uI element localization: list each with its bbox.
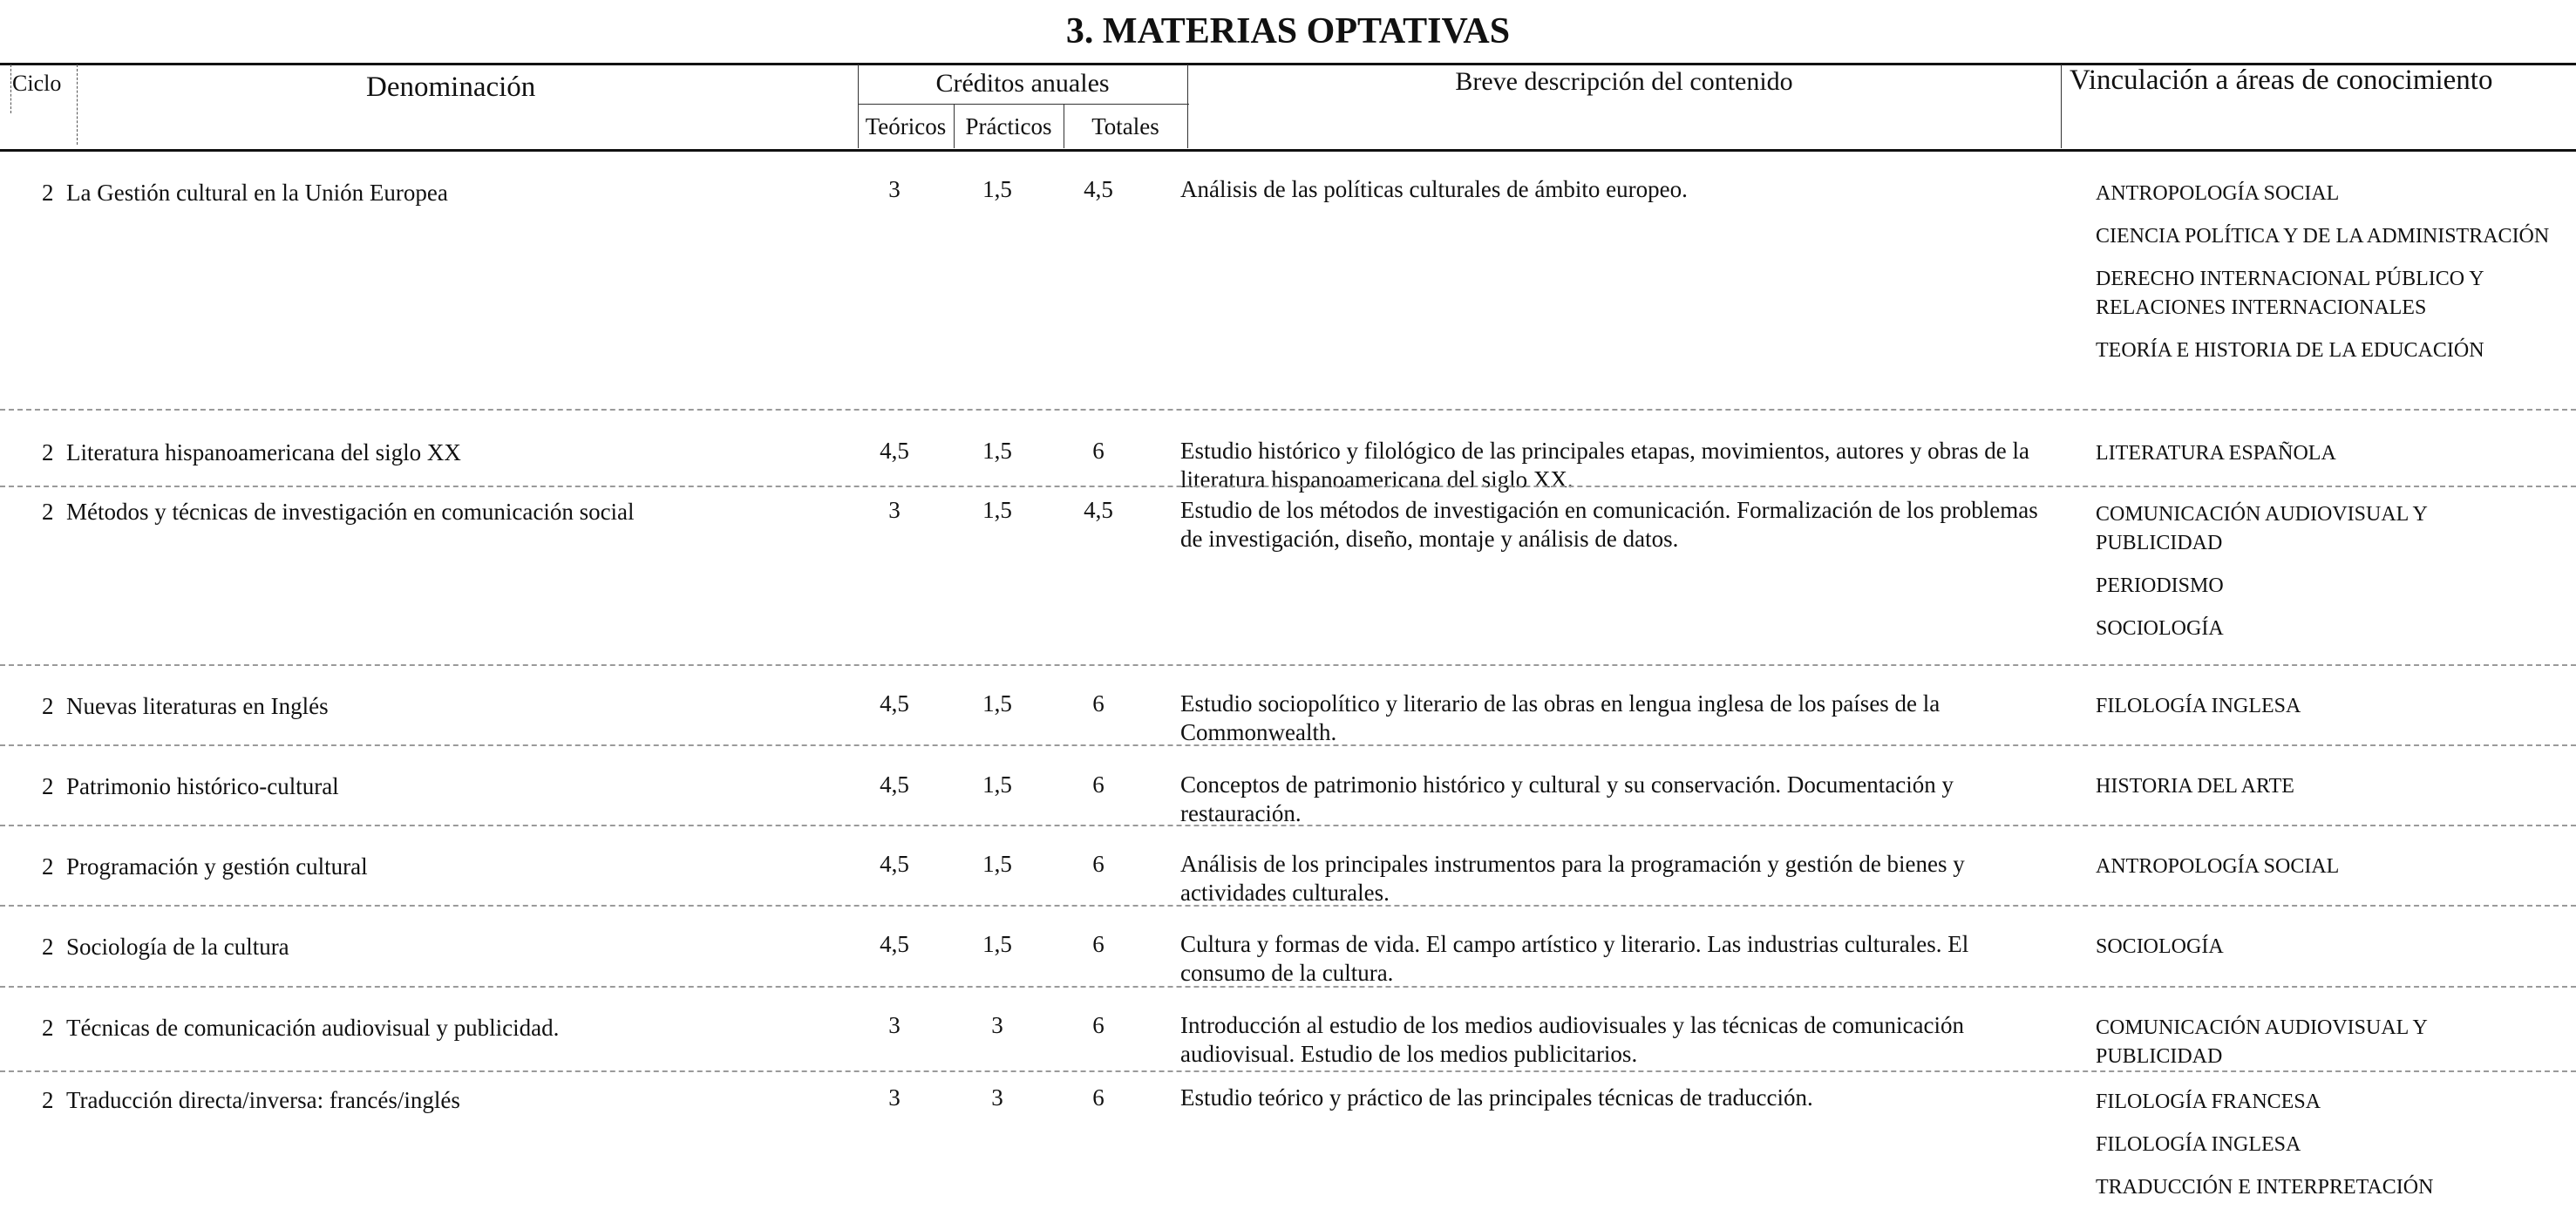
cell-descripcion: Introducción al estudio de los medios audiovisuales y las técnicas de comunicación audiovisual. Estudio de los medios publicitarios. bbox=[1180, 1012, 1965, 1067]
cell-totales: 4,5 bbox=[1084, 497, 1113, 523]
cell-practicos: 1,5 bbox=[982, 931, 1012, 957]
cell-practicos: 1,5 bbox=[982, 771, 1012, 798]
header-descripcion: Breve descripción del contenido bbox=[1455, 67, 1793, 96]
header-bottom-rule bbox=[0, 149, 2576, 152]
cell-totales: 6 bbox=[1092, 771, 1104, 798]
cell-ciclo: 2 bbox=[42, 1087, 54, 1113]
cell-areas bbox=[2096, 772, 2558, 815]
cell-practicos: 1,5 bbox=[982, 690, 1012, 717]
cell-totales: 6 bbox=[1092, 438, 1104, 464]
page-title: 3. MATERIAS OPTATIVAS bbox=[1065, 11, 1511, 51]
cell-descripcion: Estudio sociopolítico y literario de las obras en lengua inglesa de los países de la Commonwealth. bbox=[1180, 690, 1940, 745]
area-item: TEORÍA E HISTORIA DE LA EDUCACIÓN bbox=[2096, 339, 2484, 362]
area-item: LITERATURA ESPAÑOLA bbox=[2096, 442, 2336, 465]
table-row bbox=[0, 487, 2576, 666]
cell-denominacion: Traducción directa/inversa: francés/inglés bbox=[66, 1087, 460, 1113]
cell-descripcion: Cultura y formas de vida. El campo artístico y literario. Las industrias culturales. El consumo de la cultura. bbox=[1180, 931, 1969, 986]
cell-teoricos: 3 bbox=[888, 497, 901, 523]
credits-sub-rule bbox=[858, 104, 1189, 105]
cell-ciclo: 2 bbox=[42, 853, 54, 880]
area-item: FILOLOGÍA INGLESA bbox=[2096, 1133, 2301, 1156]
divider-ciclo bbox=[10, 65, 11, 113]
cell-denominacion: Literatura hispanoamericana del siglo XX bbox=[66, 439, 461, 465]
cell-descripcion: Estudio de los métodos de investigación en comunicación. Formalización de los problemas de investigación, diseño, montaje y análisis de datos. bbox=[1180, 497, 2038, 552]
cell-descripcion: Análisis de las políticas culturales de ámbito europeo. bbox=[1180, 176, 1688, 202]
area-item: COMUNICACIÓN AUDIOVISUAL Y PUBLICIDAD bbox=[2096, 1016, 2427, 1068]
cell-totales: 4,5 bbox=[1084, 176, 1113, 202]
cell-descripcion: Conceptos de patrimonio histórico y cultural y su conservación. Documentación y restauración. bbox=[1180, 771, 1954, 826]
area-item: COMUNICACIÓN AUDIOVISUAL Y PUBLICIDAD bbox=[2096, 503, 2427, 554]
cell-practicos: 1,5 bbox=[982, 851, 1012, 877]
cell-areas bbox=[2096, 1088, 2558, 1216]
table-row bbox=[0, 907, 2576, 988]
cell-ciclo: 2 bbox=[42, 693, 54, 719]
cell-teoricos: 3 bbox=[888, 1012, 901, 1038]
cell-denominacion: Métodos y técnicas de investigación en comunicación social bbox=[66, 499, 635, 525]
divider-areas bbox=[2061, 65, 2062, 148]
cell-teoricos: 4,5 bbox=[880, 931, 909, 957]
table-row bbox=[0, 988, 2576, 1072]
area-item: SOCIOLOGÍA bbox=[2096, 617, 2224, 640]
header-areas: Vinculación a áreas de conocimiento bbox=[2070, 65, 2493, 96]
area-item: ANTROPOLOGÍA SOCIAL bbox=[2096, 182, 2340, 205]
cell-ciclo: 2 bbox=[42, 1015, 54, 1041]
table-row bbox=[0, 826, 2576, 907]
cell-denominacion: Sociología de la cultura bbox=[66, 934, 289, 960]
cell-teoricos: 4,5 bbox=[880, 690, 909, 717]
cell-areas bbox=[2096, 933, 2558, 975]
area-item: ANTROPOLOGÍA SOCIAL bbox=[2096, 855, 2340, 878]
cell-teoricos: 4,5 bbox=[880, 438, 909, 464]
cell-teoricos: 3 bbox=[888, 1084, 901, 1111]
table-row bbox=[0, 746, 2576, 826]
table-row bbox=[0, 411, 2576, 493]
divider-ciclo-right bbox=[77, 65, 78, 145]
cell-practicos: 3 bbox=[991, 1084, 1003, 1111]
cell-areas bbox=[2096, 180, 2558, 379]
area-item: DERECHO INTERNACIONAL PÚBLICO Y RELACIONES INTERNACIONALES bbox=[2096, 268, 2484, 319]
cell-teoricos: 4,5 bbox=[880, 851, 909, 877]
cell-ciclo: 2 bbox=[42, 439, 54, 465]
cell-areas bbox=[2096, 692, 2558, 735]
cell-totales: 6 bbox=[1092, 1084, 1104, 1111]
cell-teoricos: 4,5 bbox=[880, 771, 909, 798]
cell-denominacion: Programación y gestión cultural bbox=[66, 853, 368, 880]
table-row bbox=[0, 153, 2576, 411]
header-teoricos: Teóricos bbox=[865, 113, 947, 139]
area-item: CIENCIA POLÍTICA Y DE LA ADMINISTRACIÓN bbox=[2096, 225, 2550, 248]
cell-totales: 6 bbox=[1092, 931, 1104, 957]
table-row bbox=[0, 1072, 2576, 1220]
area-item: PERIODISMO bbox=[2096, 574, 2224, 597]
cell-denominacion: La Gestión cultural en la Unión Europea bbox=[66, 180, 448, 206]
cell-denominacion: Técnicas de comunicación audiovisual y publicidad. bbox=[66, 1015, 560, 1041]
cell-denominacion: Patrimonio histórico-cultural bbox=[66, 773, 339, 799]
cell-totales: 6 bbox=[1092, 851, 1104, 877]
header-ciclo: Ciclo bbox=[12, 71, 62, 96]
cell-ciclo: 2 bbox=[42, 934, 54, 960]
cell-totales: 6 bbox=[1092, 1012, 1104, 1038]
cell-areas bbox=[2096, 500, 2558, 657]
header-denominacion: Denominación bbox=[366, 71, 536, 103]
header-practicos: Prácticos bbox=[965, 113, 1052, 139]
cell-denominacion: Nuevas literaturas en Inglés bbox=[66, 693, 329, 719]
cell-descripcion: Estudio histórico y filológico de las principales etapas, movimientos, autores y obras de la literatura hispanoamericana del siglo XX. bbox=[1180, 438, 2030, 493]
cell-totales: 6 bbox=[1092, 690, 1104, 717]
area-item: HISTORIA DEL ARTE bbox=[2096, 775, 2294, 798]
cell-descripcion: Estudio teórico y práctico de las principales técnicas de traducción. bbox=[1180, 1084, 1813, 1111]
header-creditos: Créditos anuales bbox=[935, 69, 1110, 98]
cell-teoricos: 3 bbox=[888, 176, 901, 202]
cell-practicos: 1,5 bbox=[982, 497, 1012, 523]
cell-practicos: 3 bbox=[991, 1012, 1003, 1038]
cell-ciclo: 2 bbox=[42, 180, 54, 206]
cell-areas bbox=[2096, 439, 2558, 482]
area-item: TRADUCCIÓN E INTERPRETACIÓN bbox=[2096, 1176, 2434, 1199]
cell-practicos: 1,5 bbox=[982, 176, 1012, 202]
cell-areas bbox=[2096, 853, 2558, 895]
cell-practicos: 1,5 bbox=[982, 438, 1012, 464]
cell-ciclo: 2 bbox=[42, 499, 54, 525]
header-totales: Totales bbox=[1091, 113, 1159, 139]
area-item: SOCIOLOGÍA bbox=[2096, 935, 2224, 958]
area-item: FILOLOGÍA FRANCESA bbox=[2096, 1091, 2321, 1113]
cell-descripcion: Análisis de los principales instrumentos para la programación y gestión de bienes y actividades culturales. bbox=[1180, 851, 1965, 906]
cell-ciclo: 2 bbox=[42, 773, 54, 799]
area-item: FILOLOGÍA INGLESA bbox=[2096, 695, 2301, 717]
table-row bbox=[0, 666, 2576, 746]
